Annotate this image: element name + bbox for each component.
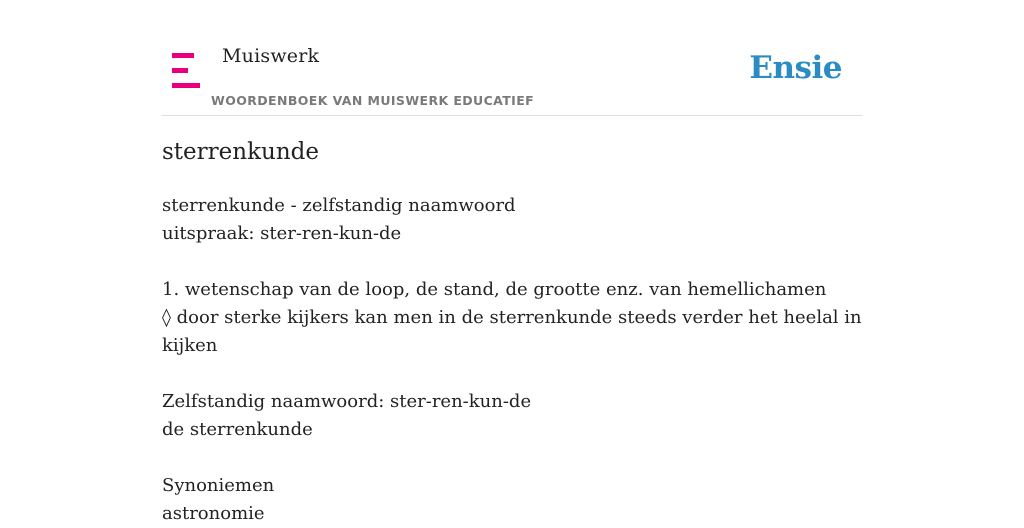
entry-body bbox=[162, 192, 862, 528]
dictionary-subtitle: WOORDENBOEK VAN MUISWERK EDUCATIEF bbox=[211, 93, 535, 108]
definition: 1. wetenschap van de loop, de stand, de grootte enz. van hemellichamen bbox=[162, 279, 827, 300]
pronunciation: uitspraak: ster-ren-kun-de bbox=[162, 223, 402, 244]
spacer bbox=[162, 444, 862, 472]
spacer bbox=[162, 248, 862, 276]
site-header bbox=[162, 0, 862, 116]
synonyms-heading: Synoniemen bbox=[162, 475, 275, 496]
muiswerk-logo-icon[interactable] bbox=[172, 53, 200, 89]
spacer bbox=[162, 360, 862, 388]
example-sentence: ◊ door sterke kijkers kan men in de sterrenkunde steeds verder het heelal in kijken bbox=[162, 307, 862, 356]
page-container bbox=[162, 0, 862, 524]
brand-name[interactable]: Muiswerk bbox=[222, 45, 320, 67]
page-title: sterrenkunde bbox=[162, 139, 319, 165]
ensie-logo-link[interactable]: Ensie bbox=[749, 50, 842, 86]
entry-heading-line: sterrenkunde - zelfstandig naamwoord bbox=[162, 195, 516, 216]
article-form: de sterrenkunde bbox=[162, 419, 313, 440]
grammar-line: Zelfstandig naamwoord: ster-ren-kun-de bbox=[162, 391, 532, 412]
synonym-item[interactable]: astronomie bbox=[162, 503, 265, 524]
